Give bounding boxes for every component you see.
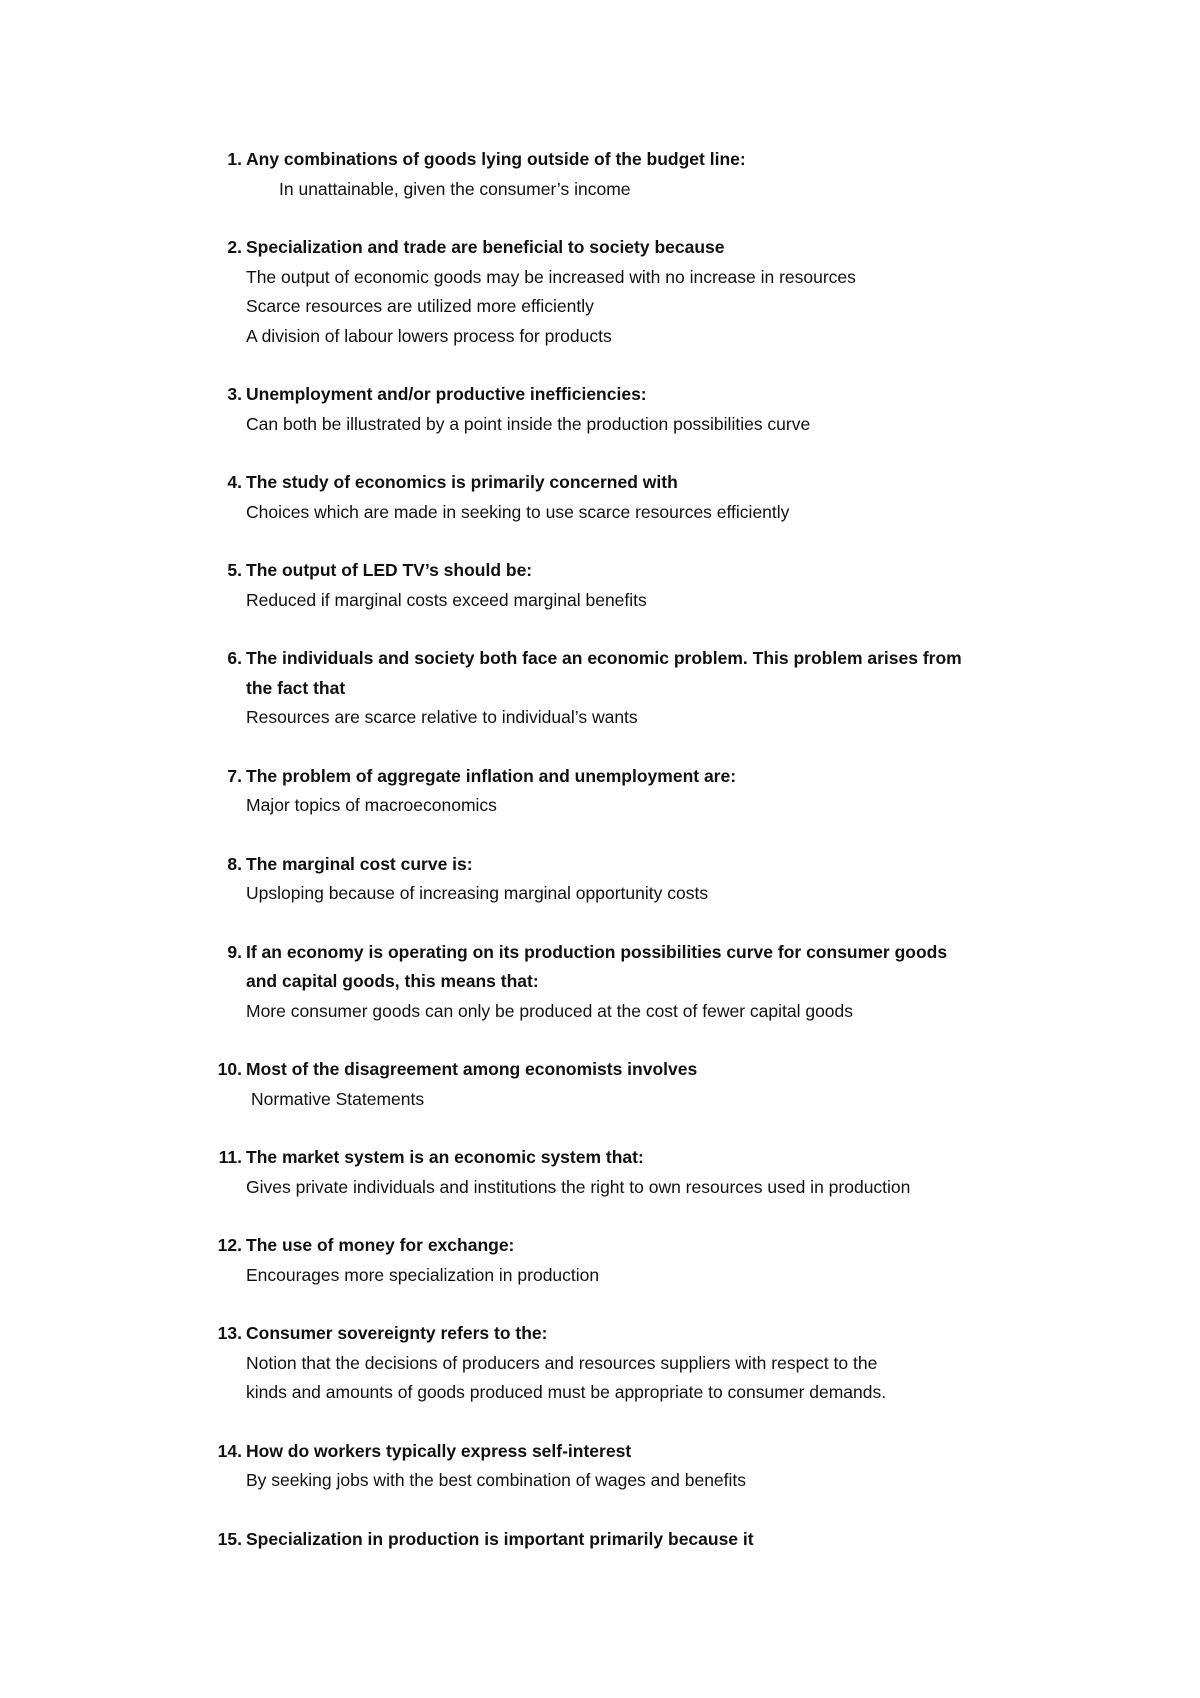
answer-text: The output of economic goods may be increased with no increase in resources — [246, 266, 856, 287]
item-number: 2. — [227, 237, 242, 257]
question-text: Consumer sovereignty refers to the: — [246, 1323, 548, 1343]
qa-item — [200, 145, 1080, 204]
question-text: The problem of aggregate inflation and unemployment are: — [246, 765, 737, 786]
item-number: 9. — [227, 941, 242, 962]
item-number: 15. — [217, 1528, 242, 1549]
question-text: The marginal cost curve is: — [246, 853, 473, 874]
question-text: Unemployment and/or productive inefficiencies: — [246, 384, 647, 404]
answer-text: By seeking jobs with the best combination of wages and benefits — [246, 1470, 747, 1490]
qa-item — [200, 644, 1080, 733]
answer-text: Resources are scarce relative to individual’s wants — [246, 707, 638, 727]
item-number: 6. — [227, 648, 242, 668]
item-number: 12. — [217, 1235, 242, 1255]
answer-text: Upsloping because of increasing marginal opportunity costs — [246, 883, 709, 903]
qa-item — [200, 1231, 1080, 1290]
question-text: The study of economics is primarily concerned with — [246, 472, 678, 492]
qa-item — [200, 1143, 1080, 1202]
item-number: 4. — [227, 472, 242, 492]
item-number: 11. — [218, 1147, 242, 1167]
qa-item — [200, 938, 1080, 1027]
answer-text: Major topics of macroeconomics — [246, 795, 497, 815]
question-text: Most of the disagreement among economists involves — [246, 1059, 698, 1079]
answer-text: Normative Statements — [251, 1088, 425, 1109]
qa-item — [200, 850, 1080, 909]
question-text: the fact that — [246, 677, 346, 698]
answer-text: Can both be illustrated by a point inside the production possibilities curve — [246, 413, 811, 434]
answer-text: Scarce resources are utilized more efficiently — [246, 296, 594, 316]
item-number: 3. — [227, 384, 242, 404]
item-number: 1. — [227, 149, 242, 169]
question-text: Specialization in production is important primarily because it — [246, 1528, 754, 1549]
answer-text: A division of labour lowers process for products — [246, 325, 612, 346]
qa-item — [200, 468, 1080, 527]
answer-text: In unattainable, given the consumer’s income — [279, 178, 631, 199]
question-answer-list — [200, 145, 1080, 1583]
question-text: and capital goods, this means that: — [246, 971, 539, 991]
qa-item — [200, 762, 1080, 821]
qa-item — [200, 1319, 1080, 1408]
item-number: 14. — [217, 1440, 242, 1461]
answer-text: Choices which are made in seeking to use scarce resources efficiently — [246, 501, 790, 522]
answer-text: Reduced if marginal costs exceed marginal benefits — [246, 589, 647, 610]
question-text: How do workers typically express self-interest — [246, 1440, 632, 1461]
qa-item — [200, 1055, 1080, 1114]
qa-item — [200, 1525, 1080, 1555]
answer-text: Notion that the decisions of producers and resources suppliers with respect to the — [246, 1352, 878, 1373]
item-number: 13. — [217, 1323, 242, 1343]
question-text: Any combinations of goods lying outside of the budget line: — [246, 149, 746, 169]
qa-item — [200, 380, 1080, 439]
question-text: The individuals and society both face an economic problem. This problem arises from — [246, 648, 962, 668]
question-text: Specialization and trade are beneficial to society because — [246, 237, 725, 257]
item-number: 10. — [217, 1059, 242, 1079]
qa-item — [200, 556, 1080, 615]
item-number: 8. — [227, 853, 242, 874]
answer-text: kinds and amounts of goods produced must be appropriate to consumer demands. — [246, 1382, 887, 1402]
item-number: 5. — [227, 560, 242, 580]
question-text: If an economy is operating on its production possibilities curve for consumer goods — [246, 941, 948, 962]
item-number: 7. — [227, 765, 242, 786]
qa-item — [200, 233, 1080, 351]
question-text: The market system is an economic system that: — [246, 1147, 644, 1167]
qa-item — [200, 1437, 1080, 1496]
answer-text: Encourages more specialization in production — [246, 1264, 600, 1285]
answer-text: More consumer goods can only be produced at the cost of fewer capital goods — [246, 1000, 854, 1021]
question-text: The output of LED TV’s should be: — [246, 560, 533, 580]
question-text: The use of money for exchange: — [246, 1235, 515, 1255]
answer-text: Gives private individuals and institutions the right to own resources used in production — [246, 1176, 911, 1197]
